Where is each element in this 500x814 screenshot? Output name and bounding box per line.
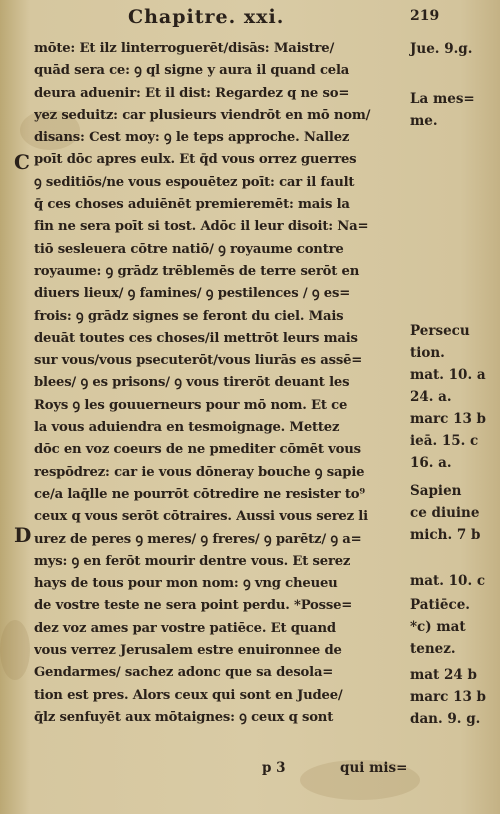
text-line: tion est pres. Alors ceux qui sont en Judee/	[34, 687, 343, 703]
text-line: quād sera ce: ꝯ ql signe y aura il quand cela	[34, 63, 350, 79]
marginal-note: ce diuine	[410, 505, 480, 521]
text-line: de vostre teste ne sera point perdu. *Posse=	[34, 598, 353, 614]
text-line: hays de tous pour mon nom: ꝯ vng cheueu	[34, 576, 338, 592]
marginal-note: mat. 10. a	[410, 367, 486, 383]
text-line: poīt dōc apres eulx. Et q̄d vous orrez guerres	[34, 152, 357, 168]
marginal-note: Jue. 9.g.	[410, 41, 473, 57]
marginal-note: ieā. 15. c	[410, 433, 479, 449]
text-line: urez de peres ꝯ meres/ ꝯ freres/ ꝯ parētz/ ꝯ a=	[34, 531, 362, 547]
marginal-note: mat. 10. c	[410, 573, 486, 589]
marginal-note: marc 13 b	[410, 689, 486, 705]
text-line: tiō sesleuera cōtre natiō/ ꝯ royaume contre	[34, 241, 344, 257]
text-line: ꝯ seditiōs/ne vous espouētez poīt: car il fault	[34, 174, 355, 190]
text-line: ce/a laq̄lle ne pourrōt cōtredire ne resister to⁹	[34, 486, 365, 502]
catchword: qui mis=	[340, 760, 408, 776]
marginal-note: mich. 7 b	[410, 527, 481, 543]
text-line: Roys ꝯ les gouuerneurs pour mō nom. Et ce	[34, 397, 348, 413]
marginal-note: 16. a.	[410, 455, 452, 471]
main-text-column	[34, 38, 406, 729]
marginal-note: marc 13 b	[410, 411, 486, 427]
marginal-note: mat 24 b	[410, 667, 477, 683]
marginal-note: Sapien	[410, 483, 462, 499]
text-line: frois: ꝯ grādz signes se feront du ciel. Mais	[34, 308, 344, 324]
text-line: dez voz ames par vostre patiēce. Et quand	[34, 620, 336, 636]
folio-number: 219	[410, 8, 440, 24]
text-line: fin ne sera poīt si tost. Adōc il leur disoit: Na=	[34, 219, 369, 235]
paragraph-mark: C	[14, 150, 30, 174]
text-line: q̄lz senfuyēt aux mōtaignes: ꝯ ceux q sont	[34, 709, 334, 725]
text-line: blees/ ꝯ es prisons/ ꝯ vous tirerōt deuant les	[34, 375, 350, 391]
paragraph-mark: D	[14, 523, 32, 547]
marginal-note: La mes=	[410, 91, 475, 107]
text-line: diuers lieux/ ꝯ famines/ ꝯ pestilences / ꝯ es=	[34, 286, 351, 302]
text-line: vous verrez Jerusalem estre enuironnee de	[34, 643, 342, 659]
text-line: mys: ꝯ en ferōt mourir dentre vous. Et serez	[34, 553, 351, 569]
marginal-note: me.	[410, 113, 438, 129]
marginal-note: *c) mat	[410, 619, 466, 635]
text-line: yez seduitz: car plusieurs viendrōt en mō nom/	[34, 107, 371, 123]
page-footer	[0, 760, 500, 784]
running-head: Chapitre. xxi.	[128, 6, 285, 28]
text-line: disans: Cest moy: ꝯ le teps approche. Nallez	[34, 130, 350, 146]
text-line: la vous aduiendra en tesmoignage. Mettez	[34, 420, 340, 436]
marginal-note: Persecu	[410, 323, 470, 339]
marginal-note: tenez.	[410, 641, 456, 657]
text-line: sur vous/vous psecuterōt/vous liurās es assē=	[34, 353, 363, 369]
page-header	[0, 6, 500, 32]
text-line: deuāt toutes ces choses/il mettrōt leurs mais	[34, 330, 358, 346]
text-line: respōdrez: car ie vous dōneray bouche ꝯ sapie	[34, 464, 365, 480]
marginal-note: Patiēce.	[410, 597, 470, 613]
text-line: mōte: Et ilz linterroguerēt/disās: Maistre/	[34, 41, 335, 56]
text-line: ceux q vous serōt cōtraires. Aussi vous serez li	[34, 509, 368, 525]
text-line: royaume: ꝯ grādz trēblemēs de terre serōt en	[34, 263, 360, 279]
marginal-note: 24. a.	[410, 389, 452, 405]
text-line: dōc en voz coeurs de ne pmediter cōmēt vous	[34, 442, 361, 458]
signature-mark: p 3	[262, 760, 286, 776]
text-line: Gendarmes/ sachez adonc que sa desola=	[34, 665, 334, 681]
marginal-note: tion.	[410, 345, 445, 361]
text-line: q̄ ces choses aduiēnēt premieremēt: mais la	[34, 197, 350, 213]
text-line: deura aduenir: Et il dist: Regardez q ne so=	[34, 85, 350, 101]
marginal-note: dan. 9. g.	[410, 711, 481, 727]
